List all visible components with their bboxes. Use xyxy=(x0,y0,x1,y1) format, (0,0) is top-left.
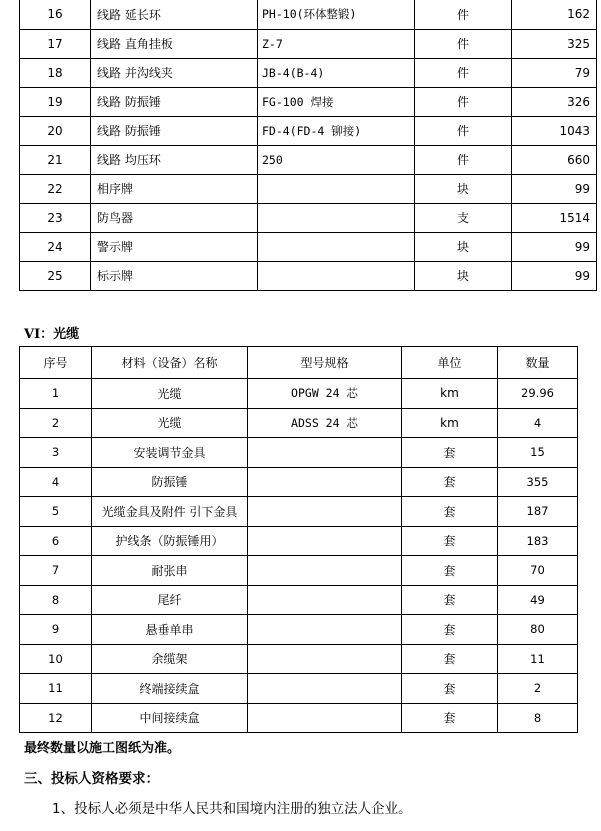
cell-spec xyxy=(248,497,402,527)
cell-unit: 套 xyxy=(402,644,498,674)
cell-material-name: 安装调节金具 xyxy=(92,438,248,468)
table-row xyxy=(20,556,578,586)
cell-unit: 套 xyxy=(402,526,498,556)
section-title-optical-cable: VI：光缆 xyxy=(24,327,80,342)
cell-spec: OPGW 24 芯 xyxy=(248,379,402,409)
table-row xyxy=(20,232,597,261)
cell-material-name: 警示牌 xyxy=(91,232,258,261)
cell-material-name: 余缆架 xyxy=(92,644,248,674)
table-row xyxy=(20,644,578,674)
cell-quantity: 49 xyxy=(498,585,578,615)
optical-cable-table xyxy=(19,346,578,733)
cell-material-name: 防振锤 xyxy=(92,467,248,497)
cell-material-name: 线路 直角挂板 xyxy=(91,29,258,58)
cell-material-name: 光缆 xyxy=(92,408,248,438)
cell-spec xyxy=(248,556,402,586)
table-row xyxy=(20,703,578,733)
cell-unit: 套 xyxy=(402,497,498,527)
cell-serial: 20 xyxy=(20,116,91,145)
cell-unit: 套 xyxy=(402,674,498,704)
header-material-name: 材料（设备）名称 xyxy=(92,347,248,379)
table-row xyxy=(20,526,578,556)
quantity-note: 最终数量以施工图纸为准。 xyxy=(24,741,181,756)
table-row xyxy=(20,497,578,527)
header-spec: 型号规格 xyxy=(248,347,402,379)
cell-quantity: 183 xyxy=(498,526,578,556)
cell-spec: ADSS 24 芯 xyxy=(248,408,402,438)
table-row xyxy=(20,261,597,290)
header-quantity: 数量 xyxy=(498,347,578,379)
table-row xyxy=(20,116,597,145)
cell-quantity: 326 xyxy=(512,87,597,116)
cell-quantity: 660 xyxy=(512,145,597,174)
cell-unit: 件 xyxy=(415,145,512,174)
cell-unit: 块 xyxy=(415,232,512,261)
table-row xyxy=(20,674,578,704)
cell-serial: 18 xyxy=(20,58,91,87)
cell-spec xyxy=(258,203,415,232)
cell-unit: 件 xyxy=(415,0,512,29)
cell-material-name: 耐张串 xyxy=(92,556,248,586)
table-row xyxy=(20,29,597,58)
cell-serial: 3 xyxy=(20,438,92,468)
cell-quantity: 187 xyxy=(498,497,578,527)
table-header-row xyxy=(20,347,578,379)
cell-spec: FG-100 焊接 xyxy=(258,87,415,116)
cell-material-name: 防鸟器 xyxy=(91,203,258,232)
cell-serial: 24 xyxy=(20,232,91,261)
table-row xyxy=(20,379,578,409)
cell-quantity: 70 xyxy=(498,556,578,586)
cell-serial: 23 xyxy=(20,203,91,232)
cell-quantity: 29.96 xyxy=(498,379,578,409)
cell-unit: 套 xyxy=(402,703,498,733)
cell-unit: 套 xyxy=(402,467,498,497)
cell-material-name: 悬垂单串 xyxy=(92,615,248,645)
cell-quantity: 99 xyxy=(512,261,597,290)
cell-spec xyxy=(258,174,415,203)
cell-serial: 17 xyxy=(20,29,91,58)
cell-serial: 6 xyxy=(20,526,92,556)
cell-serial: 8 xyxy=(20,585,92,615)
cell-unit: 件 xyxy=(415,29,512,58)
cell-quantity: 99 xyxy=(512,174,597,203)
cell-unit: 套 xyxy=(402,438,498,468)
cell-material-name: 线路 防振锤 xyxy=(91,116,258,145)
cell-serial: 2 xyxy=(20,408,92,438)
cell-material-name: 护线条（防振锤用） xyxy=(92,526,248,556)
cell-unit: 件 xyxy=(415,116,512,145)
cell-material-name: 线路 防振锤 xyxy=(91,87,258,116)
cell-unit: 套 xyxy=(402,585,498,615)
table-row xyxy=(20,145,597,174)
cell-material-name: 线路 并沟线夹 xyxy=(91,58,258,87)
cell-spec xyxy=(248,615,402,645)
cell-spec: JB-4(B-4) xyxy=(258,58,415,87)
cell-unit: 套 xyxy=(402,556,498,586)
header-serial: 序号 xyxy=(20,347,92,379)
cell-serial: 19 xyxy=(20,87,91,116)
cell-quantity: 355 xyxy=(498,467,578,497)
cell-serial: 9 xyxy=(20,615,92,645)
cell-spec xyxy=(248,703,402,733)
cell-spec xyxy=(248,674,402,704)
qualification-item-1: 1、投标人必须是中华人民共和国境内注册的独立法人企业。 xyxy=(52,801,412,817)
table-row xyxy=(20,467,578,497)
cell-serial: 12 xyxy=(20,703,92,733)
materials-table-continued xyxy=(19,0,597,291)
cell-spec xyxy=(248,438,402,468)
cell-quantity: 4 xyxy=(498,408,578,438)
table-row xyxy=(20,174,597,203)
cell-serial: 22 xyxy=(20,174,91,203)
cell-quantity: 325 xyxy=(512,29,597,58)
table-row xyxy=(20,615,578,645)
cell-spec xyxy=(248,585,402,615)
cell-material-name: 线路 延长环 xyxy=(91,0,258,29)
cell-spec: PH-10(环体整锻) xyxy=(258,0,415,29)
cell-quantity: 1043 xyxy=(512,116,597,145)
cell-spec xyxy=(258,261,415,290)
cell-unit: 块 xyxy=(415,261,512,290)
cell-material-name: 终端接续盒 xyxy=(92,674,248,704)
cell-spec: 250 xyxy=(258,145,415,174)
cell-quantity: 11 xyxy=(498,644,578,674)
cell-material-name: 线路 均压环 xyxy=(91,145,258,174)
cell-quantity: 15 xyxy=(498,438,578,468)
cell-quantity: 8 xyxy=(498,703,578,733)
cell-serial: 25 xyxy=(20,261,91,290)
table-row xyxy=(20,585,578,615)
cell-spec xyxy=(248,467,402,497)
cell-quantity: 1514 xyxy=(512,203,597,232)
table-row xyxy=(20,58,597,87)
cell-material-name: 尾纤 xyxy=(92,585,248,615)
table-row xyxy=(20,0,597,29)
cell-material-name: 标示牌 xyxy=(91,261,258,290)
cell-serial: 5 xyxy=(20,497,92,527)
cell-serial: 11 xyxy=(20,674,92,704)
cell-unit: km xyxy=(402,408,498,438)
cell-serial: 21 xyxy=(20,145,91,174)
cell-quantity: 162 xyxy=(512,0,597,29)
cell-quantity: 79 xyxy=(512,58,597,87)
cell-material-name: 中间接续盒 xyxy=(92,703,248,733)
cell-serial: 7 xyxy=(20,556,92,586)
cell-quantity: 2 xyxy=(498,674,578,704)
cell-unit: 套 xyxy=(402,615,498,645)
cell-quantity: 80 xyxy=(498,615,578,645)
cell-spec xyxy=(248,526,402,556)
cell-unit: 件 xyxy=(415,87,512,116)
table-row xyxy=(20,87,597,116)
cell-unit: 块 xyxy=(415,174,512,203)
table-row xyxy=(20,203,597,232)
cell-unit: 支 xyxy=(415,203,512,232)
cell-unit: km xyxy=(402,379,498,409)
cell-spec: Z-7 xyxy=(258,29,415,58)
cell-material-name: 光缆金具及附件 引下金具 xyxy=(92,497,248,527)
header-unit: 单位 xyxy=(402,347,498,379)
table-row xyxy=(20,438,578,468)
cell-material-name: 光缆 xyxy=(92,379,248,409)
section-heading-bidder-qualification: 三、投标人资格要求： xyxy=(24,771,159,787)
cell-spec xyxy=(248,644,402,674)
cell-serial: 10 xyxy=(20,644,92,674)
cell-spec: FD-4(FD-4 铆接) xyxy=(258,116,415,145)
table-row xyxy=(20,408,578,438)
cell-spec xyxy=(258,232,415,261)
cell-quantity: 99 xyxy=(512,232,597,261)
cell-material-name: 相序牌 xyxy=(91,174,258,203)
cell-serial: 4 xyxy=(20,467,92,497)
cell-serial: 16 xyxy=(20,0,91,29)
cell-unit: 件 xyxy=(415,58,512,87)
cell-serial: 1 xyxy=(20,379,92,409)
